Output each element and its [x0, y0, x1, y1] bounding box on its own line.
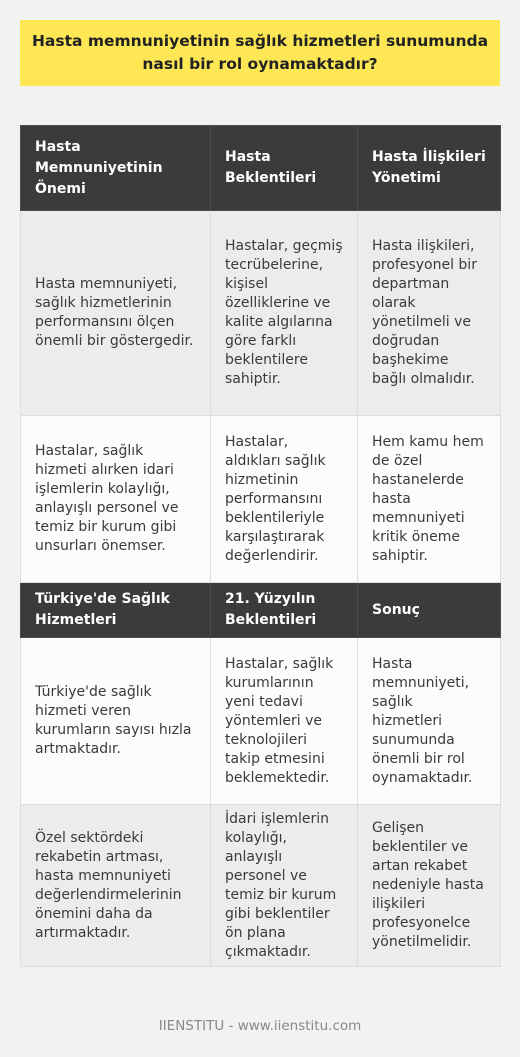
table-cell: Özel sektördeki rekabetin artması, hasta memnuniyeti değerlendirmelerinin önemini daha da artırmaktadır.: [21, 805, 211, 967]
page-title: Hasta memnuniyetinin sağlık hizmetleri sunumunda nasıl bir rol oynamaktadır?: [20, 20, 500, 86]
table-header-cell: Hasta Memnuniyetinin Önemi: [21, 126, 211, 211]
table-header-row: [21, 126, 501, 211]
table-header-cell: Hasta İlişkileri Yönetimi: [358, 126, 501, 211]
content-table: [20, 125, 501, 967]
table-cell: Hastalar, sağlık kurumlarının yeni tedavi yöntemleri ve teknolojileri takip etmesini beklemektedir.: [211, 638, 358, 805]
table-header-cell: Sonuç: [358, 583, 501, 638]
table-header-cell: Hasta Beklentileri: [211, 126, 358, 211]
table-cell: Hastalar, geçmiş tecrübelerine, kişisel özelliklerine ve kalite algılarına göre farklı beklentilere sahiptir.: [211, 211, 358, 416]
footer-credit: IIENSTITU - www.iienstitu.com: [158, 1018, 362, 1034]
table-row: [21, 638, 501, 805]
table-cell: Hem kamu hem de özel hastanelerde hasta memnuniyeti kritik öneme sahiptir.: [358, 416, 501, 583]
table-row: [21, 211, 501, 416]
table-cell: Hasta ilişkileri, profesyonel bir departman olarak yönetilmeli ve doğrudan başhekime bağlı olmalıdır.: [358, 211, 501, 416]
table-cell: İdari işlemlerin kolaylığı, anlayışlı personel ve temiz bir kurum gibi beklentiler ön plana çıkmaktadır.: [211, 805, 358, 967]
table-cell: Hasta memnuniyeti, sağlık hizmetlerinin performansını ölçen önemli bir göstergedir.: [21, 211, 211, 416]
table-cell: Hasta memnuniyeti, sağlık hizmetleri sunumunda önemli bir rol oynamaktadır.: [358, 638, 501, 805]
table-header-cell: Türkiye'de Sağlık Hizmetleri: [21, 583, 211, 638]
table-row: [21, 805, 501, 967]
table-cell: Türkiye'de sağlık hizmeti veren kurumların sayısı hızla artmaktadır.: [21, 638, 211, 805]
table-cell: Gelişen beklentiler ve artan rekabet nedeniyle hasta ilişkileri profesyonelce yönetilmelidir.: [358, 805, 501, 967]
table-header-row: [21, 583, 501, 638]
table-cell: Hastalar, aldıkları sağlık hizmetinin performansını beklentileriyle karşılaştırarak değerlendirir.: [211, 416, 358, 583]
table-header-cell: 21. Yüzyılın Beklentileri: [211, 583, 358, 638]
table-cell: Hastalar, sağlık hizmeti alırken idari işlemlerin kolaylığı, anlayışlı personel ve temiz bir kurum gibi unsurları önemser.: [21, 416, 211, 583]
table-row: [21, 416, 501, 583]
